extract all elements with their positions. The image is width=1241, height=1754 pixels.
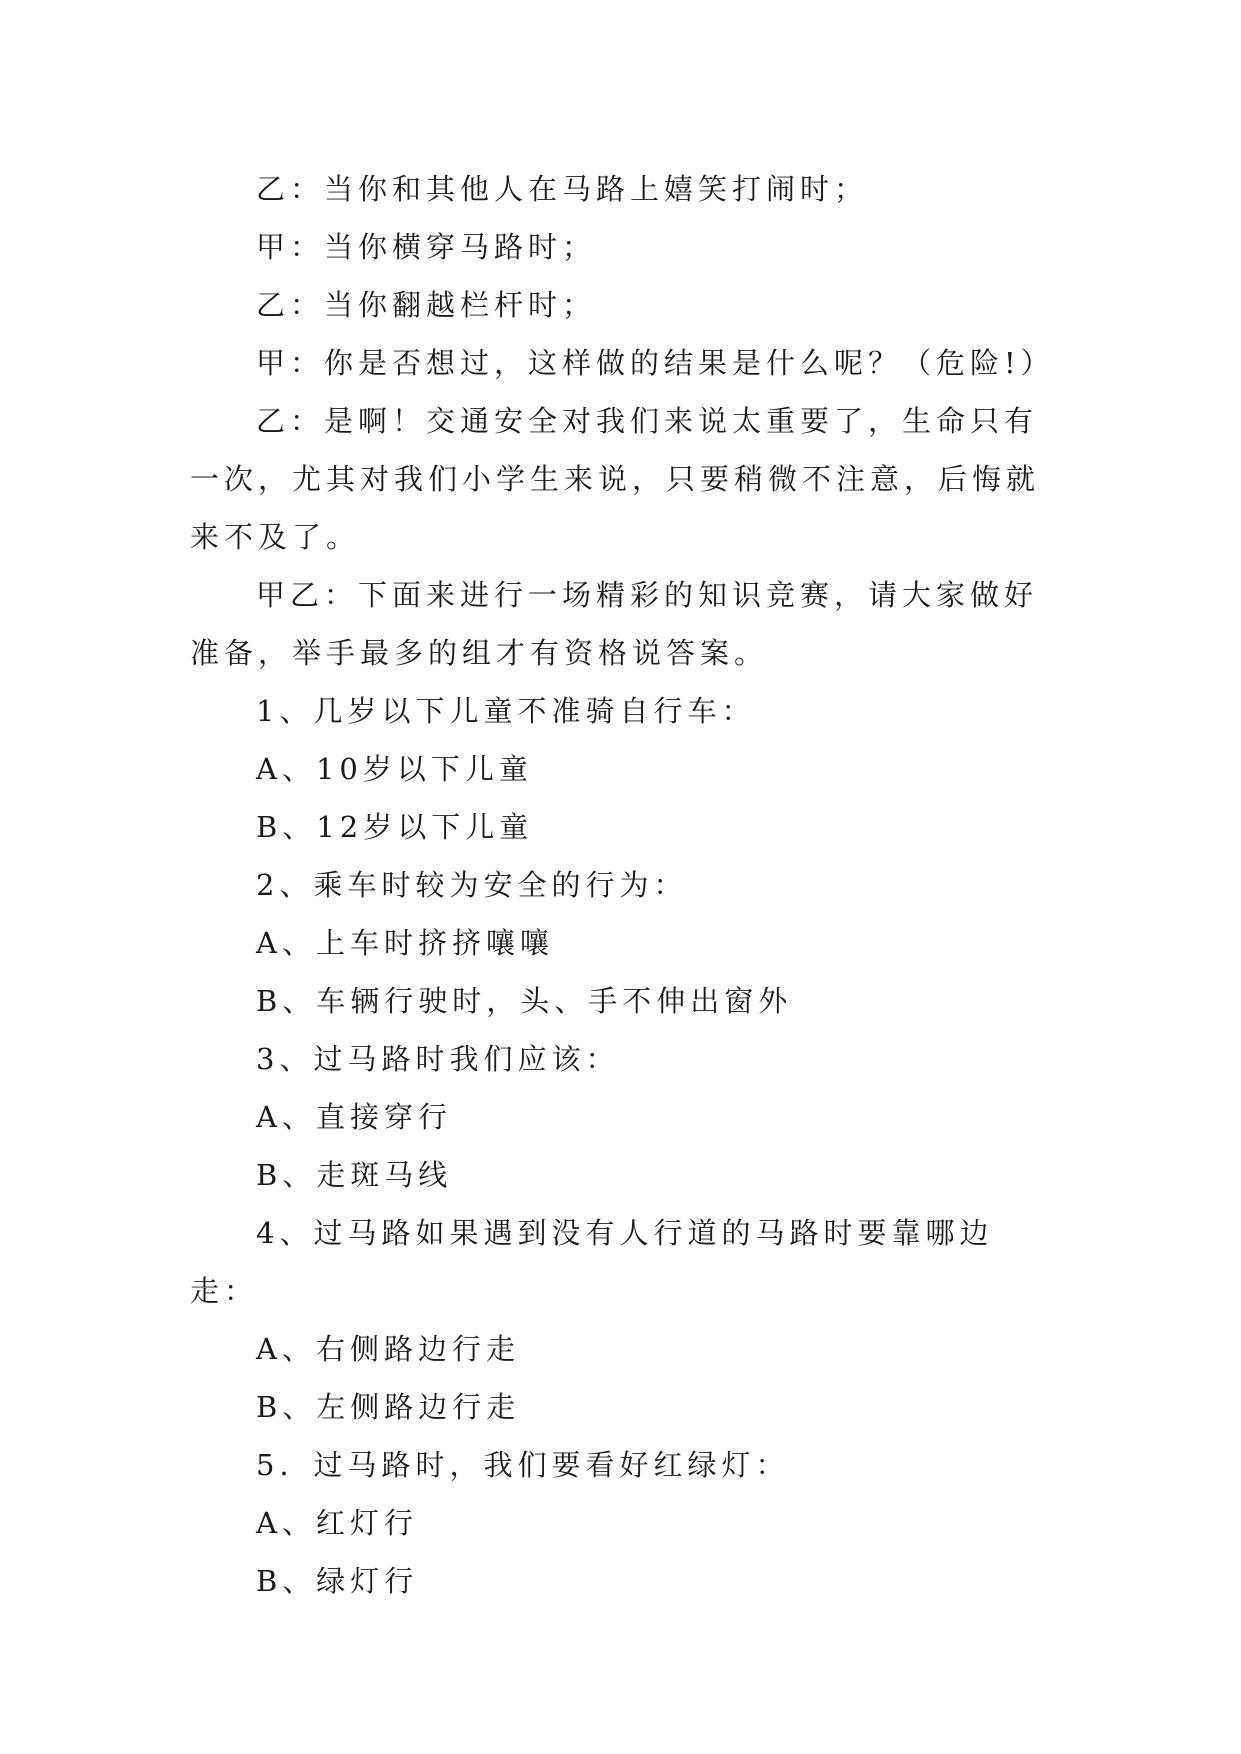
quiz-option: A、上车时挤挤嚷嚷: [256, 926, 554, 960]
document-body: [190, 160, 1055, 1610]
quiz-option: A、红灯行: [256, 1506, 418, 1540]
quiz-option: B、左侧路边行走: [256, 1390, 521, 1424]
quiz-option: A、右侧路边行走: [256, 1332, 520, 1366]
dialogue-line: 甲：你是否想过，这样做的结果是什么呢？（危险!）: [256, 346, 1055, 380]
quiz-option: B、绿灯行: [256, 1564, 419, 1598]
quiz-question: 5．过马路时，我们要看好红绿灯：: [256, 1448, 790, 1482]
quiz-option: A、10岁以下儿童: [256, 752, 533, 786]
dialogue-line: 甲：当你横穿马路时；: [256, 230, 597, 264]
dialogue-line: 乙：是啊！交通安全对我们来说太重要了，生命只有一次，尤其对我们小学生来说，只要稍微不注意，后悔就来不及了。: [190, 404, 1041, 554]
quiz-option: B、走斑马线: [256, 1158, 453, 1192]
quiz-option: B、12岁以下儿童: [256, 810, 534, 844]
quiz-question: 1、几岁以下儿童不准骑自行车：: [256, 694, 756, 728]
dialogue-line: 乙：当你和其他人在马路上嬉笑打闹时；: [256, 172, 869, 206]
dialogue-line: 甲乙：下面来进行一场精彩的知识竞赛，请大家做好准备，举手最多的组才有资格说答案。: [190, 578, 1039, 670]
quiz-question: 2、乘车时较为安全的行为：: [256, 868, 688, 902]
quiz-question: 4、过马路如果遇到没有人行道的马路时要靠哪边走：: [190, 1216, 994, 1308]
quiz-option: B、车辆行驶时，头、手不伸出窗外: [256, 984, 793, 1018]
dialogue-line: 乙：当你翻越栏杆时；: [256, 288, 597, 322]
quiz-option: A、直接穿行: [256, 1100, 452, 1134]
quiz-question: 3、过马路时我们应该：: [256, 1042, 620, 1076]
